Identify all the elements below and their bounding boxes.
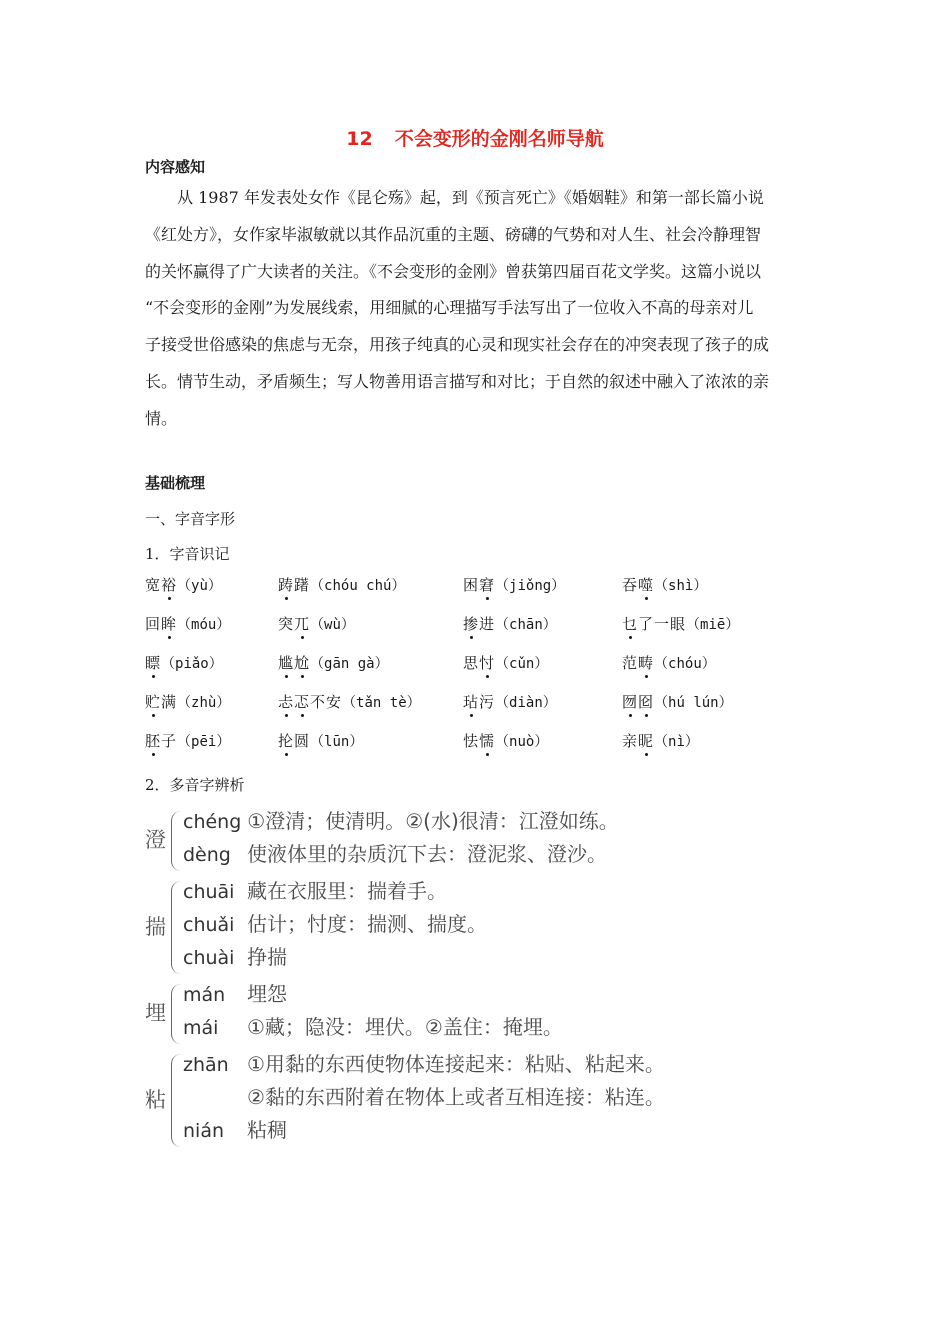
vocab-item — [278, 613, 355, 634]
emphasis-dot-char: 掺 — [463, 615, 480, 633]
polyphone-char: 埋 — [145, 1001, 166, 1025]
reading-meaning: ②黏的东西附着在物体上或者互相连接：粘连。 — [247, 1085, 665, 1109]
polyphone-reading — [183, 805, 619, 834]
subheading-polyphones: 2．多音字辨析 — [145, 776, 245, 794]
emphasis-dot-char: 兀 — [294, 615, 311, 633]
vocab-word: 思忖 — [463, 654, 496, 672]
vocab-pinyin: （wù） — [310, 617, 355, 633]
emphasis-dot-char: 囫 — [622, 693, 639, 711]
reading-meaning: ①澄清；使清明。②(水)很清：江澄如练。 — [247, 809, 619, 833]
vocab-item — [463, 613, 557, 634]
vocab-row — [145, 613, 805, 637]
polyphone-char: 粘 — [145, 1087, 166, 1112]
vocab-pinyin: （zhù） — [177, 695, 231, 711]
vocab-item — [463, 730, 548, 751]
vocab-item — [278, 691, 421, 712]
vocab-word: 忐忑不安 — [278, 693, 343, 711]
vocab-item — [463, 574, 565, 595]
emphasis-dot-char: 胚 — [145, 732, 162, 750]
emphasis-dot-char: 忖 — [479, 654, 496, 672]
vocab-item — [278, 574, 405, 595]
vocab-item — [463, 652, 548, 673]
brace-icon — [171, 1054, 182, 1147]
polyphone-reading — [183, 1048, 665, 1077]
vocab-word — [145, 654, 161, 672]
vocab-item — [622, 730, 699, 751]
reading-pinyin: nián — [183, 1120, 225, 1142]
polyphone-block — [145, 978, 665, 1044]
emphasis-dot-char: 抡 — [278, 732, 295, 750]
vocab-item — [145, 730, 230, 751]
vocab-word: 范畴 — [622, 654, 655, 672]
emphasis-dot-char: 乜 — [622, 615, 639, 633]
vocab-item — [145, 691, 230, 712]
reading-meaning: 粘稠 — [247, 1118, 287, 1142]
vocab-pinyin: （nì） — [654, 734, 699, 750]
polyphone-char: 揣 — [145, 914, 166, 939]
brace-icon — [171, 984, 182, 1044]
emphasis-dot-char: 尴 — [278, 654, 295, 672]
vocab-row — [145, 730, 805, 754]
paragraph-line: 子接受世俗感染的焦虑与无奈，用孩子纯真的心灵和现实社会存在的冲突表现了孩子的成 — [145, 335, 770, 355]
brace-icon — [171, 881, 182, 974]
reading-meaning: ①藏；隐没：埋伏。②盖住：掩埋。 — [247, 1015, 563, 1039]
vocab-pinyin: （pēi） — [177, 734, 231, 750]
vocab-pinyin: （shì） — [654, 578, 708, 594]
vocab-word: 贮满 — [145, 693, 178, 711]
reading-meaning: 挣揣 — [247, 945, 287, 969]
reading-pinyin: chuǎi — [183, 914, 235, 936]
emphasis-dot-char: 噬 — [638, 576, 655, 594]
vocab-word: 回眸 — [145, 615, 178, 633]
emphasis-dot-char: 囵 — [638, 693, 655, 711]
vocab-word: 亲昵 — [622, 732, 655, 750]
lesson-number: 12 — [346, 128, 373, 150]
section-heading-content: 内容感知 — [145, 158, 206, 176]
vocab-pinyin: （diàn） — [495, 695, 557, 711]
reading-pinyin: mán — [183, 984, 226, 1006]
paragraph-line: 长。情节生动，矛盾频生；写人物善用语言描写和对比；于自然的叙述中融入了浓浓的亲 — [145, 371, 770, 391]
brace-icon — [171, 811, 182, 871]
vocab-pinyin: （nuò） — [495, 734, 549, 750]
vocab-item — [622, 652, 716, 673]
polyphone-reading — [183, 941, 287, 970]
emphasis-dot-char: 瞟 — [145, 654, 162, 672]
polyphone-reading — [183, 875, 447, 904]
vocab-pinyin: （piǎo） — [161, 656, 223, 672]
vocab-word: 吞噬 — [622, 576, 655, 594]
reading-pinyin: chuāi — [183, 881, 235, 903]
emphasis-dot-char: 忐 — [278, 693, 295, 711]
reading-meaning: ①用黏的东西使物体连接起来：粘贴、粘起来。 — [247, 1052, 665, 1076]
reading-pinyin: chéng — [183, 811, 242, 833]
vocab-word: 突兀 — [278, 615, 311, 633]
emphasis-dot-char: 贮 — [145, 693, 162, 711]
emphasis-dot-char: 忑 — [294, 693, 311, 711]
vocab-row — [145, 691, 805, 715]
reading-pinyin: zhān — [183, 1054, 229, 1076]
emphasis-dot-char: 裕 — [161, 576, 178, 594]
vocab-pinyin: （chóu chú） — [310, 578, 406, 594]
emphasis-dot-char: 尬 — [294, 654, 311, 672]
vocab-pinyin: （cǔn） — [495, 656, 549, 672]
polyphone-block — [145, 875, 665, 974]
vocab-pinyin: （chān） — [495, 617, 557, 633]
vocab-word — [622, 693, 654, 711]
reading-pinyin: chuài — [183, 947, 235, 969]
vocab-pinyin: （yù） — [177, 578, 222, 594]
emphasis-dot-char: 昵 — [638, 732, 655, 750]
intro-paragraph — [145, 180, 810, 438]
vocab-word: 宽裕 — [145, 576, 178, 594]
reading-pinyin: mái — [183, 1017, 219, 1039]
vocab-pinyin: （lūn） — [310, 734, 364, 750]
vocab-word: 困窘 — [463, 576, 496, 594]
vocab-item — [278, 652, 389, 673]
vocab-word: 胚子 — [145, 732, 178, 750]
reading-meaning: 藏在衣服里：揣着手。 — [247, 879, 447, 903]
vocab-item — [622, 691, 733, 712]
polyphone-block — [145, 805, 665, 871]
polyphone-reading — [183, 838, 607, 867]
emphasis-dot-char: 踌 — [278, 576, 295, 594]
reading-meaning: 埋怨 — [247, 982, 287, 1006]
vocab-item — [278, 730, 363, 751]
vocab-item — [145, 652, 223, 673]
vocab-pinyin: （jiǒng） — [495, 578, 566, 594]
vocab-pinyin: （gān gà） — [310, 656, 389, 672]
vocab-word: 掺进 — [463, 615, 496, 633]
subheading-memorize: 1．字音识记 — [145, 545, 230, 563]
vocab-word: 怯懦 — [463, 732, 496, 750]
vocab-row — [145, 652, 805, 676]
emphasis-dot-char: 眸 — [161, 615, 178, 633]
lesson-title: 不会变形的金刚名师导航 — [394, 128, 604, 150]
vocab-word — [278, 654, 310, 672]
vocab-item — [145, 613, 230, 634]
polyphone-reading — [183, 1114, 287, 1143]
emphasis-dot-char: 畴 — [638, 654, 655, 672]
vocab-word: 玷污 — [463, 693, 496, 711]
polyphone-block — [145, 1048, 665, 1147]
polyphone-reading — [183, 908, 487, 937]
document-title — [0, 124, 950, 151]
vocab-item — [622, 613, 739, 634]
reading-meaning: 估计；忖度：揣测、揣度。 — [247, 912, 487, 936]
vocab-word: 抡圆 — [278, 732, 311, 750]
paragraph-line: “不会变形的金刚”为发展线索，用细腻的心理描写手法写出了一位收入不高的母亲对儿 — [145, 298, 754, 318]
vocab-word: 乜了一眼 — [622, 615, 687, 633]
polyphone-char: 澄 — [145, 828, 166, 852]
vocab-item — [145, 574, 222, 595]
vocab-item — [463, 691, 557, 712]
emphasis-dot-char: 懦 — [479, 732, 496, 750]
vocab-item — [622, 574, 707, 595]
vocab-word: 踌躇 — [278, 576, 311, 594]
paragraph-line: 《红处方》，女作家毕淑敏就以其作品沉重的主题、磅礴的气势和对人生、社会冷静理智 — [145, 224, 762, 244]
polyphone-reading — [183, 978, 287, 1007]
paragraph-line: 从 1987 年发表处女作《昆仑殇》起，到《预言死亡》《婚姻鞋》和第一部长篇小说 — [177, 188, 764, 207]
vocab-pinyin: （tǎn tè） — [342, 695, 421, 711]
vocab-pinyin: （miē） — [686, 617, 740, 633]
vocab-pinyin: （chóu） — [654, 656, 716, 672]
emphasis-dot-char: 玷 — [463, 693, 480, 711]
reading-meaning: 使液体里的杂质沉下去：澄泥浆、澄沙。 — [247, 842, 607, 866]
reading-pinyin: dèng — [183, 844, 231, 866]
paragraph-line: 的关怀赢得了广大读者的关注。《不会变形的金刚》曾获第四届百花文学奖。这篇小说以 — [145, 261, 762, 281]
emphasis-dot-char: 窘 — [479, 576, 496, 594]
section-heading-basics: 基础梳理 — [145, 474, 206, 492]
vocab-pinyin: （móu） — [177, 617, 231, 633]
vocab-row — [145, 574, 805, 598]
polyphone-reading — [183, 1011, 563, 1040]
paragraph-line: 情。 — [145, 408, 178, 428]
polyphone-reading — [183, 1081, 665, 1110]
subheading-pronunciation: 一、字音字形 — [145, 510, 236, 528]
vocab-pinyin: （hú lún） — [654, 695, 733, 711]
